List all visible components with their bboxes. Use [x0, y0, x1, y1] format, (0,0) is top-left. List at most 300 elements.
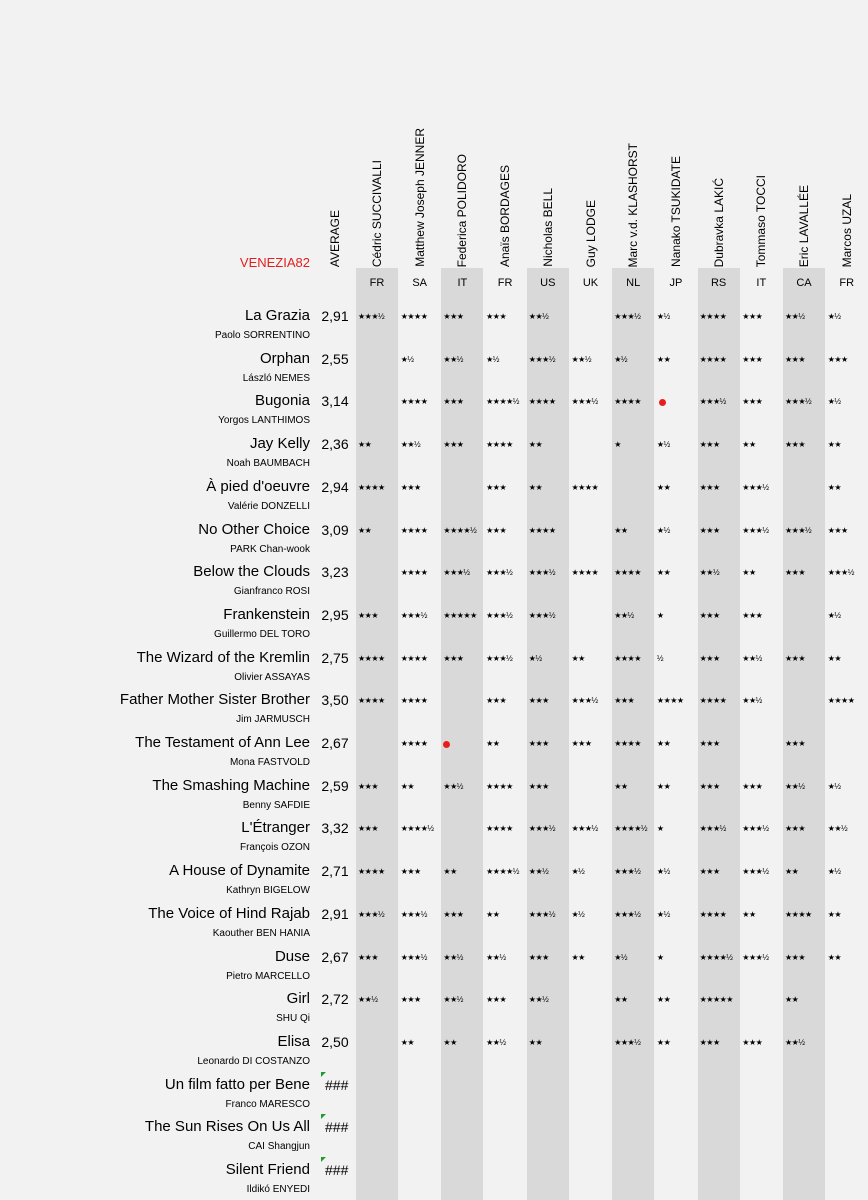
rating-cell: ★★½	[528, 867, 549, 877]
rating-cell: ★★½	[443, 354, 463, 364]
rating-cell: ★★★	[528, 781, 549, 791]
rating-cell: ★★★½	[358, 909, 385, 919]
film-title: Orphan	[259, 349, 310, 367]
rating-cell: ★★★½	[486, 610, 513, 620]
film-director: Valérie DONZELLI	[227, 500, 310, 512]
rating-cell: ★★	[528, 482, 543, 492]
festival-label: VENEZIA82	[239, 255, 310, 270]
critic-name: Marc v.d. KLASHORST	[626, 142, 641, 267]
rating-cell: ★★	[656, 995, 671, 1005]
critic-country: SA	[412, 277, 428, 289]
rating-cell: ★★★½	[486, 653, 513, 663]
film-title: The Testament of Ann Lee	[135, 734, 310, 751]
rating-cell: ★★★★	[400, 397, 428, 407]
film-title: L'Étranger	[241, 819, 310, 837]
rating-cell: ★★★★	[486, 781, 513, 791]
rating-cell: ★★★★	[614, 568, 641, 578]
rating-cell: ★★★	[486, 995, 507, 1005]
rating-cell: ★★★	[443, 312, 464, 321]
rating-cell: ★★★	[827, 354, 848, 364]
film-director: François OZON	[239, 842, 310, 854]
rating-cell: ★★★	[785, 568, 806, 578]
rating-cell: ★★★★	[358, 867, 385, 877]
rating-cell: ★★½	[827, 824, 848, 834]
rating-cell: ★★★	[358, 781, 379, 791]
film-director: Kathryn BIGELOW	[226, 885, 310, 897]
critic-country: FR	[839, 277, 855, 289]
rating-cell: ★½	[528, 653, 542, 663]
rating-cell: ½	[656, 653, 664, 663]
film-title: Silent Friend	[225, 1161, 310, 1178]
rating-cell: ★★	[656, 482, 671, 492]
critic-header	[356, 127, 398, 267]
critic-column-band	[698, 268, 740, 1200]
film-title: Bugonia	[254, 392, 310, 410]
rating-cell: ★★★	[528, 952, 549, 962]
rating-cell: ★★	[486, 739, 500, 748]
rating-cell: ★★★★	[699, 696, 727, 706]
rating-cell: ★★★	[699, 440, 720, 450]
rating-cell: ★★	[785, 995, 799, 1005]
critic-country: US	[540, 277, 556, 289]
rating-cell: ★★★	[486, 312, 507, 321]
critic-name: Matthew Joseph JENNER	[412, 128, 427, 267]
rating-cell: ★★★½	[699, 824, 726, 834]
rating-cell: ★★★½	[528, 568, 555, 578]
rating-cell: ★★★½	[614, 312, 641, 321]
rating-cell: ★★★★	[614, 653, 641, 663]
rating-cell: ★★½	[486, 1037, 506, 1047]
rating-cell: ★★★★	[400, 525, 428, 535]
rating-cell: ★★★½	[528, 610, 555, 620]
rating-cell: ★★	[571, 653, 585, 663]
critic-country: NL	[626, 277, 641, 289]
rating-cell: ★½	[656, 312, 670, 321]
rating-cell: ★★★	[443, 397, 464, 407]
rating-cell: ★★★★½	[400, 824, 434, 834]
critic-header	[570, 127, 612, 267]
rating-cell: ★★★½	[400, 952, 427, 962]
rating-cell: ★★	[656, 739, 671, 748]
film-average: 3,32	[321, 820, 349, 837]
rating-cell: ★½	[656, 525, 670, 535]
rating-cell: ★★	[528, 440, 543, 450]
rating-cell: ★★★	[699, 653, 720, 663]
rating-cell: ★★★	[699, 781, 720, 791]
rating-cell: ★★½	[785, 1037, 805, 1047]
rating-cell: ★★	[358, 525, 372, 535]
rating-cell: ★★½	[699, 568, 720, 578]
rating-cell: ★★★	[614, 696, 635, 706]
rating-cell: ★★	[827, 653, 842, 663]
rating-cell: ★★★	[486, 482, 507, 492]
rating-cell: ★★★★	[827, 696, 855, 706]
rating-cell: ★★	[656, 781, 671, 791]
critic-country: IT	[756, 277, 767, 289]
rating-cell: ★★★½	[742, 952, 769, 962]
rating-cell: ★★★★½	[614, 824, 648, 834]
critic-name: Eric LAVALLÉE	[797, 184, 811, 267]
critic-country: CA	[796, 277, 812, 289]
rating-cell: ★★★	[443, 653, 464, 663]
rating-cell: ★★★	[785, 739, 806, 748]
rating-cell: ★★★★	[656, 696, 684, 706]
rating-cell: ★★★	[699, 867, 720, 877]
rating-cell: ★★½	[571, 354, 592, 364]
rating-cell: ★★★½	[571, 397, 598, 407]
critic-header	[484, 127, 526, 267]
rating-cell: ★★	[571, 952, 585, 962]
critic-name: Nanako TSUKIDATE	[668, 156, 683, 267]
rating-cell: ★½	[827, 781, 841, 791]
film-director: CAI Shangjun	[248, 1141, 310, 1153]
film-director: Mona FASTVOLD	[229, 757, 310, 768]
film-average: ###	[325, 1162, 349, 1178]
rating-cell: ★★★½	[400, 610, 427, 620]
film-average: 2,67	[321, 948, 349, 965]
rating-cell: ★★★	[400, 995, 421, 1005]
film-average: 2,36	[321, 436, 349, 453]
rating-cell: ★★★★	[699, 354, 727, 364]
rating-cell: ★★★	[785, 952, 806, 962]
rating-cell: ★★★½	[785, 397, 812, 407]
film-director: Gianfranco ROSI	[233, 586, 310, 598]
rating-cell: ★★½	[486, 952, 506, 962]
rating-cell: ★½	[614, 952, 628, 962]
film-average: 3,50	[321, 692, 349, 709]
rating-cell: ★★	[742, 440, 756, 450]
film-average: 2,91	[321, 905, 349, 922]
rating-cell: ★★★½	[486, 568, 513, 578]
critic-country: RS	[710, 277, 727, 289]
rating-cell: ★★	[742, 909, 756, 919]
rating-cell: ★★½	[443, 781, 463, 791]
rating-cell: ★★★★	[358, 482, 385, 492]
rating-cell: ★★½	[443, 995, 463, 1005]
film-director: Benny SAFDIE	[242, 799, 310, 811]
rating-cell: ★★	[827, 952, 842, 962]
rating-cell: ★★★½	[614, 1037, 641, 1047]
rating-cell: ★★★½	[827, 568, 854, 578]
film-director: Jim JARMUSCH	[236, 714, 310, 726]
critic-header	[698, 127, 740, 267]
critic-country: UK	[582, 277, 599, 289]
rating-cell: ★★★½	[443, 568, 470, 578]
critic-name: Cédric SUCCIVALLI	[370, 159, 384, 267]
critic-header	[612, 127, 654, 267]
rating-cell: ★★★	[528, 739, 549, 748]
rating-cell: ★★★★★	[443, 610, 477, 620]
critic-header	[740, 127, 782, 267]
rating-cell: ★★★½	[571, 696, 598, 706]
rating-cell: ★★★½	[742, 482, 769, 492]
rating-cell: ★★★	[742, 610, 763, 620]
critic-header	[527, 127, 569, 267]
rating-cell: ★★★★	[614, 397, 641, 407]
film-average: 2,95	[321, 606, 349, 623]
rating-cell: ★½	[656, 440, 670, 450]
film-average: 2,91	[321, 308, 349, 324]
rating-cell: ★★	[656, 568, 671, 578]
film-director: Kaouther BEN HANIA	[212, 927, 310, 939]
film-director: László NEMES	[242, 372, 310, 384]
critic-column-band	[612, 268, 654, 1200]
film-title: Un film fatto per Bene	[164, 1075, 310, 1093]
rating-cell: ★★★½	[742, 824, 769, 834]
rating-cell: ★★	[827, 482, 842, 492]
rating-cell: ★½	[486, 354, 499, 364]
film-title: No Other Choice	[198, 520, 310, 538]
film-title: The Wizard of the Kremlin	[136, 648, 310, 666]
rating-cell: ★★★	[400, 482, 421, 492]
rating-cell: ★★½	[358, 995, 378, 1005]
critic-header	[783, 127, 825, 267]
rating-cell: ★★★	[571, 739, 592, 748]
critic-column-band	[441, 268, 483, 1200]
critic-header	[826, 127, 868, 267]
rating-cell: ★★	[827, 909, 842, 919]
critic-name: Federica POLIDORO	[455, 153, 470, 267]
critic-header	[655, 127, 697, 267]
film-title: La Grazia	[244, 307, 310, 324]
rating-cell: ★★★	[742, 1037, 763, 1047]
rating-cell: ★½	[827, 312, 841, 321]
film-title: The Sun Rises On Us All	[144, 1118, 310, 1136]
film-director: Pietro MARCELLO	[226, 970, 310, 982]
film-average: 2,72	[321, 991, 349, 1008]
rating-cell: ★★	[614, 525, 628, 535]
rating-cell: ★★★★½	[443, 525, 477, 535]
rating-cell: ★★★★	[528, 397, 556, 407]
rating-cell: ★½	[571, 909, 585, 919]
rating-cell: ★★★½	[785, 525, 812, 535]
film-director: Paolo SORRENTINO	[214, 330, 310, 341]
rating-cell: ★★★	[785, 824, 806, 834]
film-title: Below the Clouds	[193, 563, 310, 581]
critic-name: Dubravka LAKIĆ	[711, 177, 726, 267]
rating-cell: ★★	[614, 781, 628, 791]
cell-flag-icon	[321, 1114, 326, 1119]
rating-cell: ★★★	[785, 440, 806, 450]
rating-cell: ★★★½	[528, 909, 555, 919]
rating-cell: ★★★★	[528, 525, 556, 535]
film-average: 2,50	[321, 1033, 349, 1050]
film-average: 2,94	[321, 478, 349, 495]
film-director: Ildikó ENYEDI	[246, 1184, 310, 1195]
rating-cell: ★★★★½	[486, 397, 519, 407]
film-director: PARK Chan-wook	[230, 543, 310, 555]
film-average: 2,59	[321, 777, 349, 794]
critic-country: JP	[669, 277, 683, 289]
critic-header	[441, 127, 483, 267]
film-director: Yorgos LANTHIMOS	[218, 415, 310, 427]
rating-cell: ★★	[400, 781, 415, 791]
rating-cell: ★★★½	[614, 909, 641, 919]
rating-cell: ★½	[656, 867, 670, 877]
rating-cell: ★★★★	[400, 653, 428, 663]
rating-cell: ★★★	[742, 397, 763, 407]
rating-cell: ★★★	[785, 653, 806, 663]
rating-cell: ★★★½	[699, 397, 726, 407]
rating-cell: ★★★★	[400, 696, 428, 706]
film-title: The Smashing Machine	[152, 776, 310, 794]
film-title: À pied d'oeuvre	[206, 477, 310, 495]
rating-cell: ★★★★	[699, 909, 727, 919]
rating-cell: ★★★★★	[699, 995, 733, 1005]
rating-cell: ★★	[443, 867, 457, 877]
film-title: Father Mother Sister Brother	[119, 691, 310, 709]
rating-cell: ★★	[656, 354, 671, 364]
film-title: Duse	[274, 947, 310, 965]
rating-cell: ★★½	[400, 440, 421, 450]
critic-name: Marcos UZAL	[839, 193, 854, 267]
rating-cell: ★★★	[699, 482, 720, 492]
film-average: ###	[325, 1119, 349, 1136]
rating-cell: ★★★	[699, 525, 720, 535]
rating-cell: ★★½	[443, 952, 463, 962]
rating-cell: ★★★	[443, 440, 464, 450]
film-director: Noah BAUMBACH	[226, 458, 310, 470]
rating-cell: ★½	[400, 354, 414, 364]
rating-cell: ★★★★½	[486, 867, 519, 877]
rating-cell: ★★½	[742, 653, 762, 663]
rating-cell: ★★★	[742, 312, 763, 321]
rating-cell: ★★	[827, 440, 842, 450]
rating-cell: ★★	[358, 440, 372, 450]
rating-cell: ★★★	[742, 781, 763, 791]
rating-cell: ★½	[656, 909, 670, 919]
rating-cell: ★★★★	[358, 696, 385, 706]
film-average: 3,09	[321, 521, 349, 538]
rating-cell: ★★★★	[486, 824, 513, 834]
film-average: 3,23	[321, 564, 349, 581]
rating-cell: ★★★★	[699, 312, 727, 321]
rating-cell: ★½	[571, 867, 585, 877]
rating-cell: ★★½	[742, 696, 762, 706]
film-title: Elisa	[277, 1032, 310, 1050]
rating-cell: ★★½	[528, 312, 549, 321]
rating-cell: ★★	[742, 568, 756, 578]
rating-cell: ★½	[827, 610, 841, 620]
rating-cell: ★★★½	[742, 867, 769, 877]
rating-cell: ★★★★	[400, 739, 428, 748]
rating-cell: ★★★½	[528, 354, 555, 364]
rating-cell: ★★★	[486, 525, 507, 535]
rating-cell: ★★★★½	[699, 952, 733, 962]
critic-country: FR	[369, 277, 385, 289]
rating-cell: ★★½	[614, 610, 634, 620]
rating-cell: ★★	[528, 1037, 543, 1047]
rating-cell: ★	[614, 440, 621, 450]
cell-flag-icon	[321, 1072, 326, 1077]
average-header: AVERAGE	[328, 209, 342, 267]
rating-cell: ★	[656, 610, 664, 620]
critic-name: Tommaso TOCCI	[754, 174, 769, 267]
rating-cell: ★★★	[699, 1037, 720, 1047]
film-director: Guillermo DEL TORO	[214, 628, 310, 640]
critic-name: Nicholas BELL	[540, 188, 555, 267]
film-title: Frankenstein	[223, 605, 310, 623]
rating-cell: ★★★½	[400, 909, 427, 919]
rating-cell: ★★★	[699, 739, 720, 748]
film-title: A House of Dynamite	[169, 862, 310, 880]
film-director: SHU Qi	[276, 1013, 310, 1025]
rating-cell: ★★★	[785, 354, 806, 364]
rating-cell: ★★	[443, 1037, 457, 1047]
rating-cell: ★★★	[486, 696, 507, 706]
film-director: Leonardo DI COSTANZO	[197, 1055, 310, 1067]
rating-cell: ★★★★	[571, 568, 599, 578]
critic-country: IT	[457, 277, 468, 289]
film-average: 2,71	[321, 863, 349, 880]
rating-cell: ★★★	[358, 952, 379, 962]
rating-cell: ★	[656, 952, 664, 962]
film-average: ###	[325, 1076, 349, 1093]
rating-cell: ★★	[785, 867, 799, 877]
rating-cell: ★½	[827, 397, 841, 407]
rating-cell: ★★★	[400, 867, 421, 877]
film-director: Olivier ASSAYAS	[234, 671, 310, 683]
film-average: 2,67	[321, 735, 349, 751]
rating-cell: ★★	[614, 995, 628, 1005]
rating-cell: ★★★	[699, 610, 720, 620]
rating-cell: ★★★★	[486, 440, 513, 450]
rating-cell: ★★★	[827, 525, 848, 535]
rating-cell: ★★★½	[358, 312, 385, 321]
rating-cell: ★★★	[742, 354, 763, 364]
rating-cell: ★★★★	[400, 312, 428, 321]
rating-cell: ★★★★	[785, 909, 812, 919]
rating-cell: ★★★	[443, 909, 464, 919]
rating-cell: ★★★½	[614, 867, 641, 877]
film-title: Jay Kelly	[249, 435, 310, 453]
pending-dot-icon	[659, 399, 666, 406]
critic-column-band	[527, 268, 569, 1200]
rating-cell: ★★★½	[528, 824, 555, 834]
rating-cell: ★★½	[785, 781, 805, 791]
rating-cell: ★★★★	[571, 482, 599, 492]
film-average: 2,75	[321, 649, 349, 666]
rating-cell: ★	[656, 824, 664, 834]
rating-cell: ★★	[400, 1037, 415, 1047]
rating-cell: ★★★	[528, 696, 549, 706]
rating-cell: ★★★	[358, 610, 379, 620]
rating-cell: ★½	[827, 867, 841, 877]
rating-cell: ★★★★	[614, 739, 641, 748]
film-title: The Voice of Hind Rajab	[148, 904, 310, 922]
rating-cell: ★★½	[785, 312, 805, 321]
rating-cell: ★★★½	[742, 525, 769, 535]
critic-header	[399, 127, 441, 267]
film-average: 3,14	[321, 393, 349, 410]
film-title: Girl	[286, 990, 310, 1008]
critic-column-band	[356, 268, 398, 1200]
rating-cell: ★★★	[358, 824, 379, 834]
film-director: Franco MARESCO	[225, 1098, 310, 1110]
rating-cell: ★★★½	[571, 824, 598, 834]
critic-name: Anaïs BORDAGES	[498, 164, 513, 267]
rating-cell: ★★	[656, 1037, 671, 1047]
critic-name: Guy LODGE	[583, 199, 598, 267]
rating-cell: ★½	[614, 354, 628, 364]
critic-country: FR	[497, 277, 513, 289]
rating-cell: ★★★★	[400, 568, 428, 578]
rating-cell: ★★½	[528, 995, 549, 1005]
critic-column-band	[783, 268, 825, 1200]
cell-flag-icon	[321, 1157, 326, 1162]
rating-cell: ★★	[486, 909, 500, 919]
film-average: 2,55	[321, 350, 349, 367]
